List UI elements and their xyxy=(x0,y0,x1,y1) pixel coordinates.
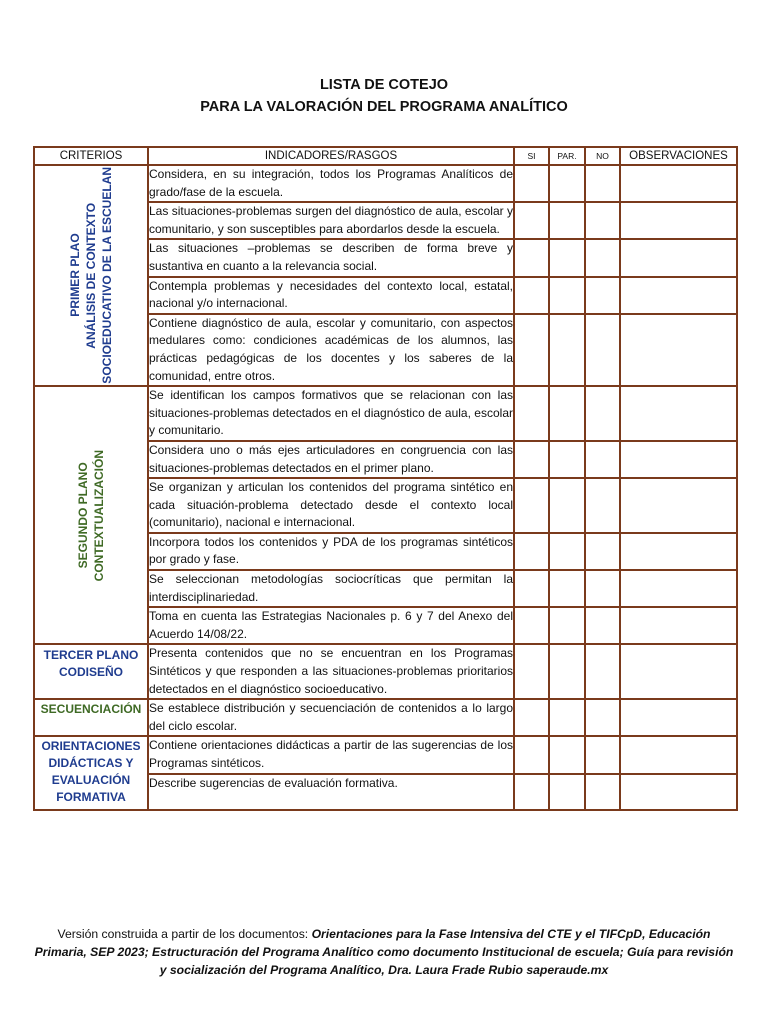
no-cell[interactable] xyxy=(585,644,620,699)
si-cell[interactable] xyxy=(514,736,549,773)
si-cell[interactable] xyxy=(514,277,549,314)
par-cell[interactable] xyxy=(549,533,585,570)
footer-note xyxy=(30,925,738,979)
si-cell[interactable] xyxy=(514,165,549,202)
no-cell[interactable] xyxy=(585,165,620,202)
no-cell[interactable] xyxy=(585,736,620,773)
observaciones-cell[interactable] xyxy=(620,478,737,533)
header-indicadores: INDICADORES/RASGOS xyxy=(148,147,514,165)
par-cell[interactable] xyxy=(549,570,585,607)
criterio-line: TERCER PLANO xyxy=(43,648,139,663)
header-no: NO xyxy=(585,147,620,165)
criterio-line: FORMATIVA xyxy=(56,790,126,805)
indicador-cell: Considera, en su integración, todos los Programas Analíticos de grado/fase de la escuela. xyxy=(148,165,514,202)
header-row xyxy=(34,147,737,165)
indicador-cell: Toma en cuenta las Estrategias Nacionales p. 6 y 7 del Anexo del Acuerdo 14/08/22. xyxy=(148,607,514,644)
observaciones-cell[interactable] xyxy=(620,644,737,699)
no-cell[interactable] xyxy=(585,478,620,533)
no-cell[interactable] xyxy=(585,239,620,276)
criterio-segundo-plano xyxy=(34,386,148,644)
indicador-cell: Se seleccionan metodologías sociocríticas que permitan la interdisciplinariedad. xyxy=(148,570,514,607)
si-cell[interactable] xyxy=(514,607,549,644)
no-cell[interactable] xyxy=(585,314,620,386)
indicador-cell: Describe sugerencias de evaluación formativa. xyxy=(148,774,514,810)
criterio-line: DIDÁCTICAS Y xyxy=(48,756,134,771)
criterio-line: SEGUNDO PLANO xyxy=(76,462,90,569)
table-row xyxy=(34,736,737,773)
si-cell[interactable] xyxy=(514,774,549,810)
table-row xyxy=(34,644,737,699)
observaciones-cell[interactable] xyxy=(620,239,737,276)
par-cell[interactable] xyxy=(549,774,585,810)
si-cell[interactable] xyxy=(514,202,549,239)
table-row xyxy=(34,165,737,202)
observaciones-cell[interactable] xyxy=(620,314,737,386)
indicador-cell: Las situaciones-problemas surgen del diagnóstico de aula, escolar y comunitario, y son susceptibles para abordarlos desde la escuela. xyxy=(148,202,514,239)
si-cell[interactable] xyxy=(514,570,549,607)
no-cell[interactable] xyxy=(585,386,620,441)
document-title: LISTA DE COTEJO xyxy=(319,77,449,93)
footer-prefix: Versión construida a partir de los documentos: xyxy=(57,927,312,941)
indicador-cell: Considera uno o más ejes articuladores en congruencia con las situaciones-problemas detectados en el primer plano. xyxy=(148,441,514,478)
indicador-cell: Contiene orientaciones didácticas a partir de las sugerencias de los Programas sintéticos. xyxy=(148,736,514,773)
checklist-table xyxy=(33,146,738,811)
observaciones-cell[interactable] xyxy=(620,277,737,314)
no-cell[interactable] xyxy=(585,441,620,478)
par-cell[interactable] xyxy=(549,607,585,644)
par-cell[interactable] xyxy=(549,239,585,276)
criterio-line: CONTEXTUALIZACIÓN xyxy=(92,449,106,581)
par-cell[interactable] xyxy=(549,202,585,239)
criterio-tercer-plano xyxy=(34,644,148,699)
par-cell[interactable] xyxy=(549,386,585,441)
criterio-primer-plano xyxy=(34,165,148,386)
observaciones-cell[interactable] xyxy=(620,607,737,644)
indicador-cell: Incorpora todos los contenidos y PDA de los programas sintéticos por grado y fase. xyxy=(148,533,514,570)
no-cell[interactable] xyxy=(585,607,620,644)
par-cell[interactable] xyxy=(549,441,585,478)
si-cell[interactable] xyxy=(514,239,549,276)
criterio-line: EVALUACIÓN xyxy=(51,773,131,788)
si-cell[interactable] xyxy=(514,386,549,441)
par-cell[interactable] xyxy=(549,314,585,386)
no-cell[interactable] xyxy=(585,277,620,314)
observaciones-cell[interactable] xyxy=(620,570,737,607)
criterio-orientaciones xyxy=(34,736,148,809)
par-cell[interactable] xyxy=(549,699,585,736)
par-cell[interactable] xyxy=(549,736,585,773)
observaciones-cell[interactable] xyxy=(620,533,737,570)
par-cell[interactable] xyxy=(549,165,585,202)
indicador-cell: Las situaciones –problemas se describen de forma breve y sustantiva en cuanto a la relevancia social. xyxy=(148,239,514,276)
si-cell[interactable] xyxy=(514,699,549,736)
si-cell[interactable] xyxy=(514,644,549,699)
criterio-secuenciacion: SECUENCIACIÓN xyxy=(34,699,148,736)
criterio-line: PRIMER PLAO xyxy=(68,233,82,318)
table-row xyxy=(34,386,737,441)
observaciones-cell[interactable] xyxy=(620,202,737,239)
si-cell[interactable] xyxy=(514,314,549,386)
header-criterios: CRITERIOS xyxy=(34,147,148,165)
indicador-cell: Se organizan y articulan los contenidos del programa sintético en cada situación-problema detectado desde el contexto local (comunitario), nacional e internacional. xyxy=(148,478,514,533)
si-cell[interactable] xyxy=(514,533,549,570)
indicador-cell: Contiene diagnóstico de aula, escolar y comunitario, con aspectos medulares como: condiciones académicas de los alumnos, las prácticas pedagógicas de los docentes y los saberes de la comunidad, entre otros. xyxy=(148,314,514,386)
observaciones-cell[interactable] xyxy=(620,165,737,202)
observaciones-cell[interactable] xyxy=(620,774,737,810)
observaciones-cell[interactable] xyxy=(620,441,737,478)
no-cell[interactable] xyxy=(585,202,620,239)
table-row xyxy=(34,699,737,736)
par-cell[interactable] xyxy=(549,478,585,533)
criterio-line: ANÁLISIS DE CONTEXTO xyxy=(84,202,98,349)
footer-sources: Orientaciones para la Fase Intensiva del CTE y el TIFCpD, Educación Primaria, SEP 2023; Estructuración del Programa Analítico como documento Institucional de escuela; Guía para revisión y socialización del Programa Analítico, Dra. Laura Frade Rubio saperaude.mx xyxy=(34,927,734,977)
criterio-line: CODISEÑO xyxy=(58,665,123,680)
no-cell[interactable] xyxy=(585,570,620,607)
document-subtitle: PARA LA VALORACIÓN DEL PROGRAMA ANALÍTICO xyxy=(200,99,568,115)
indicador-cell: Se identifican los campos formativos que se relacionan con las situaciones-problemas detectados en el diagnóstico de aula, escolar y comunitario. xyxy=(148,386,514,441)
header-par: PAR. xyxy=(549,147,585,165)
par-cell[interactable] xyxy=(549,277,585,314)
no-cell[interactable] xyxy=(585,774,620,810)
no-cell[interactable] xyxy=(585,533,620,570)
observaciones-cell[interactable] xyxy=(620,736,737,773)
observaciones-cell[interactable] xyxy=(620,386,737,441)
criterio-line: SOCIOEDUCATIVO DE LA ESCUELAN xyxy=(100,167,114,384)
si-cell[interactable] xyxy=(514,478,549,533)
si-cell[interactable] xyxy=(514,441,549,478)
observaciones-cell[interactable] xyxy=(620,699,737,736)
criterio-line: ORIENTACIONES xyxy=(41,739,141,754)
indicador-cell: Contempla problemas y necesidades del contexto local, estatal, nacional y/o internacional. xyxy=(148,277,514,314)
indicador-cell: Presenta contenidos que no se encuentran en los Programas Sintéticos y que responden a las situaciones-problemas prioritarios detectados en el diagnóstico socioeducativo. xyxy=(148,644,514,699)
header-si: SI xyxy=(514,147,549,165)
no-cell[interactable] xyxy=(585,699,620,736)
par-cell[interactable] xyxy=(549,644,585,699)
indicador-cell: Se establece distribución y secuenciación de contenidos a lo largo del ciclo escolar. xyxy=(148,699,514,736)
header-observaciones: OBSERVACIONES xyxy=(620,147,737,165)
